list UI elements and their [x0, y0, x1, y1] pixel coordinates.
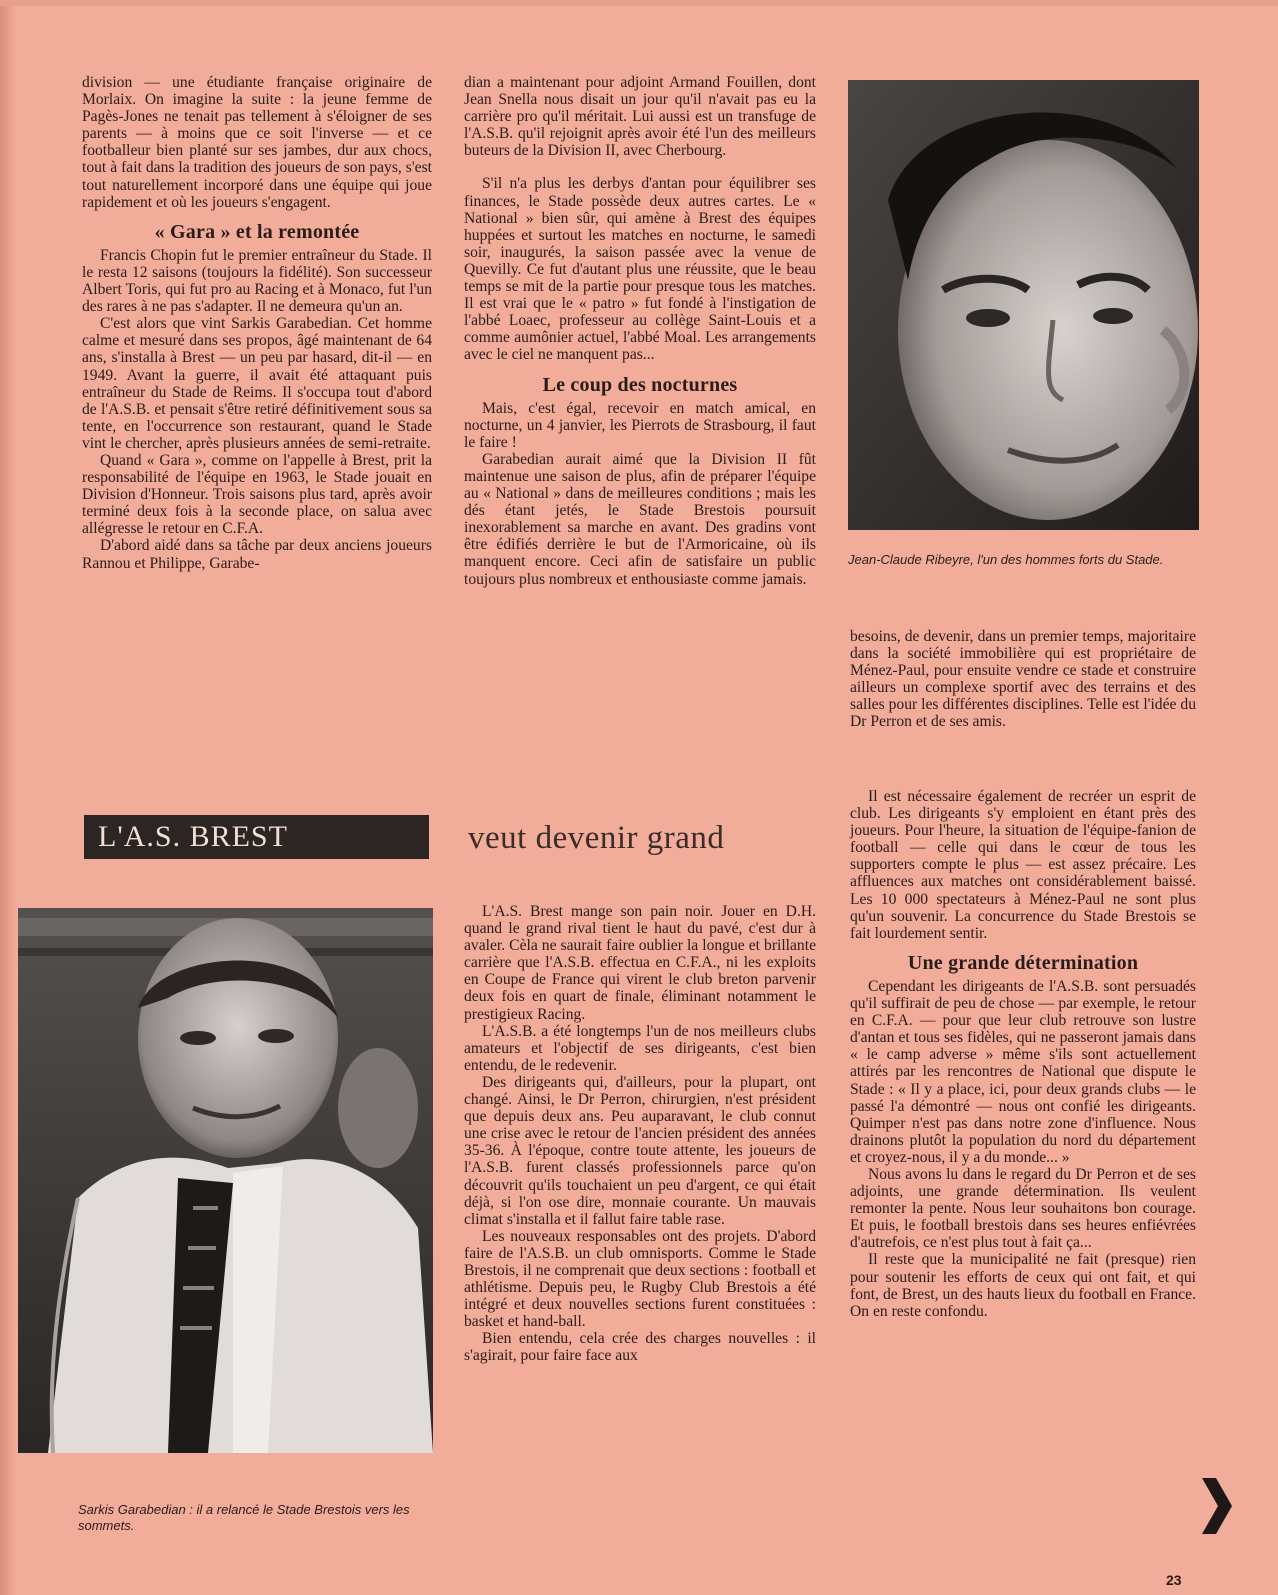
- photo-garabedian: [18, 908, 433, 1453]
- page-edge-shadow: [0, 0, 16, 1595]
- article-title-box: L'A.S. BREST: [84, 815, 429, 859]
- col2b-paragraph: L'A.S.B. a été longtemps l'un de nos meilleurs clubs amateurs et l'objectif de ses dirigeants, c'est bien entendu, de le redevenir.: [464, 1022, 816, 1074]
- col3-paragraph: besoins, de devenir, dans un premier temps, majoritaire dans la société immobilière qui est propriétaire de Ménez-Paul, pour ensuite vendre ce stade et construire ailleurs un complexe sportif avec des terrains et des salles pour les différentes disciplines. Telle est l'idée du Dr Perron et de ses amis.: [850, 628, 1196, 731]
- caption-garabedian: Sarkis Garabedian : il a relancé le Stade Brestois vers les sommets.: [78, 1502, 410, 1533]
- column-1: [82, 74, 432, 572]
- col1-paragraph: D'abord aidé dans sa tâche par deux anciens joueurs Rannou et Philippe, Garabe-: [82, 537, 432, 572]
- column-2-lower: [464, 903, 816, 1365]
- col3-paragraph: Il est nécessaire également de recréer un esprit de club. Les dirigeants s'y emploient en étant près des joueurs. Pour l'heure, la situation de l'équipe-fanion de football — celle qui dans le cœur de tous les supporters compte le plus — est assez précaire. Les affluences aux matches ont considérablement baissé. Les 10 000 spectateurs à Ménez-Paul ne sont plus qu'un souvenir. La concurrence du Stade Brestois se fait lourdement sentir.: [850, 788, 1196, 942]
- col2b-paragraph: Des dirigeants qui, d'ailleurs, pour la plupart, ont changé. Ainsi, le Dr Perron, chirurgien, n'est président que depuis deux ans. Peu auparavant, le club connut une crise avec le retour de l'ancien président des années 35-36. À l'époque, contre toute attente, les joueurs de l'A.S.B. furent classés professionnels parce qu'on découvrit qu'ils touchaient un peu d'argent, ce qui était déjà, si l'on ose dire, monnaie courante. Un mauvais climat s'installa et il fallut faire table rase.: [464, 1073, 816, 1228]
- col3-paragraph: Il reste que la municipalité ne fait (presque) rien pour soutenir les efforts de ceux qui ont fait, et qui font, de Brest, un des hauts lieux du football en France. On en reste confondu.: [850, 1251, 1196, 1320]
- page-top-edge: [0, 0, 1278, 6]
- column-2: [464, 74, 816, 588]
- continue-arrow-icon: [1202, 1478, 1232, 1534]
- col2b-paragraph: L'A.S. Brest mange son pain noir. Jouer en D.H. quand le grand rival tient le haut du pavé, c'est dur à avaler. Cèla ne saurait faire oublier la longue et brillante carrière que l'A.S.B. effectua en C.F.A., ni les exploits en Coupe de France qui virent le club breton parvenir deux fois en quart de finale, éliminant notamment le prestigieux Racing.: [464, 903, 816, 1023]
- col2-paragraph: Mais, c'est égal, recevoir en match amical, en nocturne, un 4 janvier, les Pierrots de Strasbourg, il faut le faire !: [464, 399, 816, 451]
- caption-ribeyre: Jean-Claude Ribeyre, l'un des hommes forts du Stade.: [848, 552, 1164, 567]
- section-heading-gara: « Gara » et la remontée: [154, 220, 360, 243]
- section-heading-nocturnes: Le coup des nocturnes: [542, 373, 738, 396]
- section-heading-determination: Une grande détermination: [907, 951, 1139, 974]
- col1-paragraph: division — une étudiante française originaire de Morlaix. On imagine la suite : la jeune femme de Pagès-Jones ne tenait pas tellement à s'éloigner de ses parents — à moins que ce soit l'inverse — et ce footballeur bien planté sur ses jambes, dur aux chocs, tout à fait dans la tradition des joueurs de son pays, s'est tout naturellement incorporé dans une équipe qui joue rapidement et où les joueurs s'engagent.: [82, 74, 432, 211]
- portrait-illustration: [848, 80, 1199, 530]
- photo-ribeyre: [848, 80, 1199, 530]
- col1-paragraph: C'est alors que vint Sarkis Garabedian. Cet homme calme et mesuré dans ses propos, âgé maintenant de 64 ans, s'installa à Brest — un peu par hasard, dit-il — en 1949. Avant la guerre, il avait été attaquant puis entraîneur du Stade de Reims. Il s'occupa tout d'abord de l'A.S.B. et pensait s'être retiré définitivement sous sa tente, en l'occurrence son restaurant, quand le Stade vint le chercher, après plusieurs années de semi-retraite.: [82, 315, 432, 452]
- col2-paragraph: S'il n'a plus les derbys d'antan pour équilibrer ses finances, le Stade possède deux autres cartes. Le « National » bien sûr, qui amène à Brest des équipes huppées et surtout les matches en nocturne, le samedi soir, inaugurés, la saison passée avec la venue de Quevilly. Ce fut d'autant plus une réussite, que le beau temps se mit de la partie pour presque tous les matches. Il est vrai que le « patro » fut fondé à l'instigation de l'abbé Loaec, professeur au collège Saint-Louis et a comme aumônier actuel, l'abbé Moal. Les arrangements avec le ciel ne manquent pas...: [464, 175, 816, 364]
- col2-paragraph: Garabedian aurait aimé que la Division II fût maintenue une saison de plus, afin de préparer l'équipe au « National » dans de meilleures conditions ; mais les dés étant jetés, le Stade Brestois poursuit inexorablement sa marche en avant. Des gradins vont être édifiés derrière le but de l'Armoricaine, où ils manquent encore. Ceci afin de satisfaire un public toujours plus nombreux et enthousiaste comme jamais.: [464, 450, 816, 588]
- col3-paragraph: Cependant les dirigeants de l'A.S.B. sont persuadés qu'il suffirait de peu de chose — par exemple, le retour en C.F.A. — pour que leur club retrouve son lustre d'antan et tous ses fidèles, qui ne passeront jamais dans « le camp adverse » même s'ils sont actuellement attirés par les rencontres de National que dispute le Stade : « Il y a place, ici, pour deux grands clubs — le passé l'a démontré — nous ont confié les dirigeants. Quimper n'est pas dans notre zone d'influence. Nous drainons plutôt la population du nord du département et croyez-nous, il y a du monde... »: [850, 977, 1196, 1166]
- col2b-paragraph: Bien entendu, cela crée des charges nouvelles : il s'agirait, pour faire face aux: [464, 1330, 816, 1365]
- col2-paragraph: dian a maintenant pour adjoint Armand Fouillen, dont Jean Snella nous disait un jour qu'il n'avait pas eu la carrière pro qu'il méritait. Lui aussi est un transfuge de l'A.S.B. qu'il rejoignit après avoir été l'un des meilleurs buteurs de la Division II, avec Cherbourg.: [464, 74, 816, 160]
- col2b-paragraph: Les nouveaux responsables ont des projets. D'abord faire de l'A.S.B. un club omnisports. Comme le Stade Brestois, il ne comprenait que deux sections : football et athlétisme. Depuis peu, le Rugby Club Brestois a été intégré et deux nouvelles sections furent constituées : basket et hand-ball.: [464, 1227, 816, 1331]
- article-title-rest: veut devenir grand: [468, 820, 725, 856]
- col3-paragraph: Nous avons lu dans le regard du Dr Perron et de ses adjoints, une grande détermination. Ils veulent remonter la pente. Nous leur souhaitons bon courage. Et puis, le football brestois dans ses heures enfiévrées d'autrefois, ce n'est plus tout à fait ça...: [850, 1165, 1196, 1252]
- column-3: [850, 628, 1196, 731]
- portrait-illustration: [18, 908, 433, 1453]
- column-3-lower: [850, 788, 1196, 1320]
- col1-paragraph: Quand « Gara », comme on l'appelle à Brest, prit la responsabilité de l'équipe en 1963, le Stade jouait en Division d'Honneur. Trois saisons plus tard, après avoir terminé deux fois à la seconde place, on salua avec allégresse le retour en C.F.A.: [82, 451, 432, 538]
- page-number: 23: [1166, 1572, 1182, 1588]
- col1-paragraph: Francis Chopin fut le premier entraîneur du Stade. Il le resta 12 saisons (toujours la fidélité). Son successeur Albert Toris, qui fut pro au Racing et à Monaco, fut l'un des rares à ne pas s'adapter. Il ne demeura qu'un an.: [82, 246, 432, 316]
